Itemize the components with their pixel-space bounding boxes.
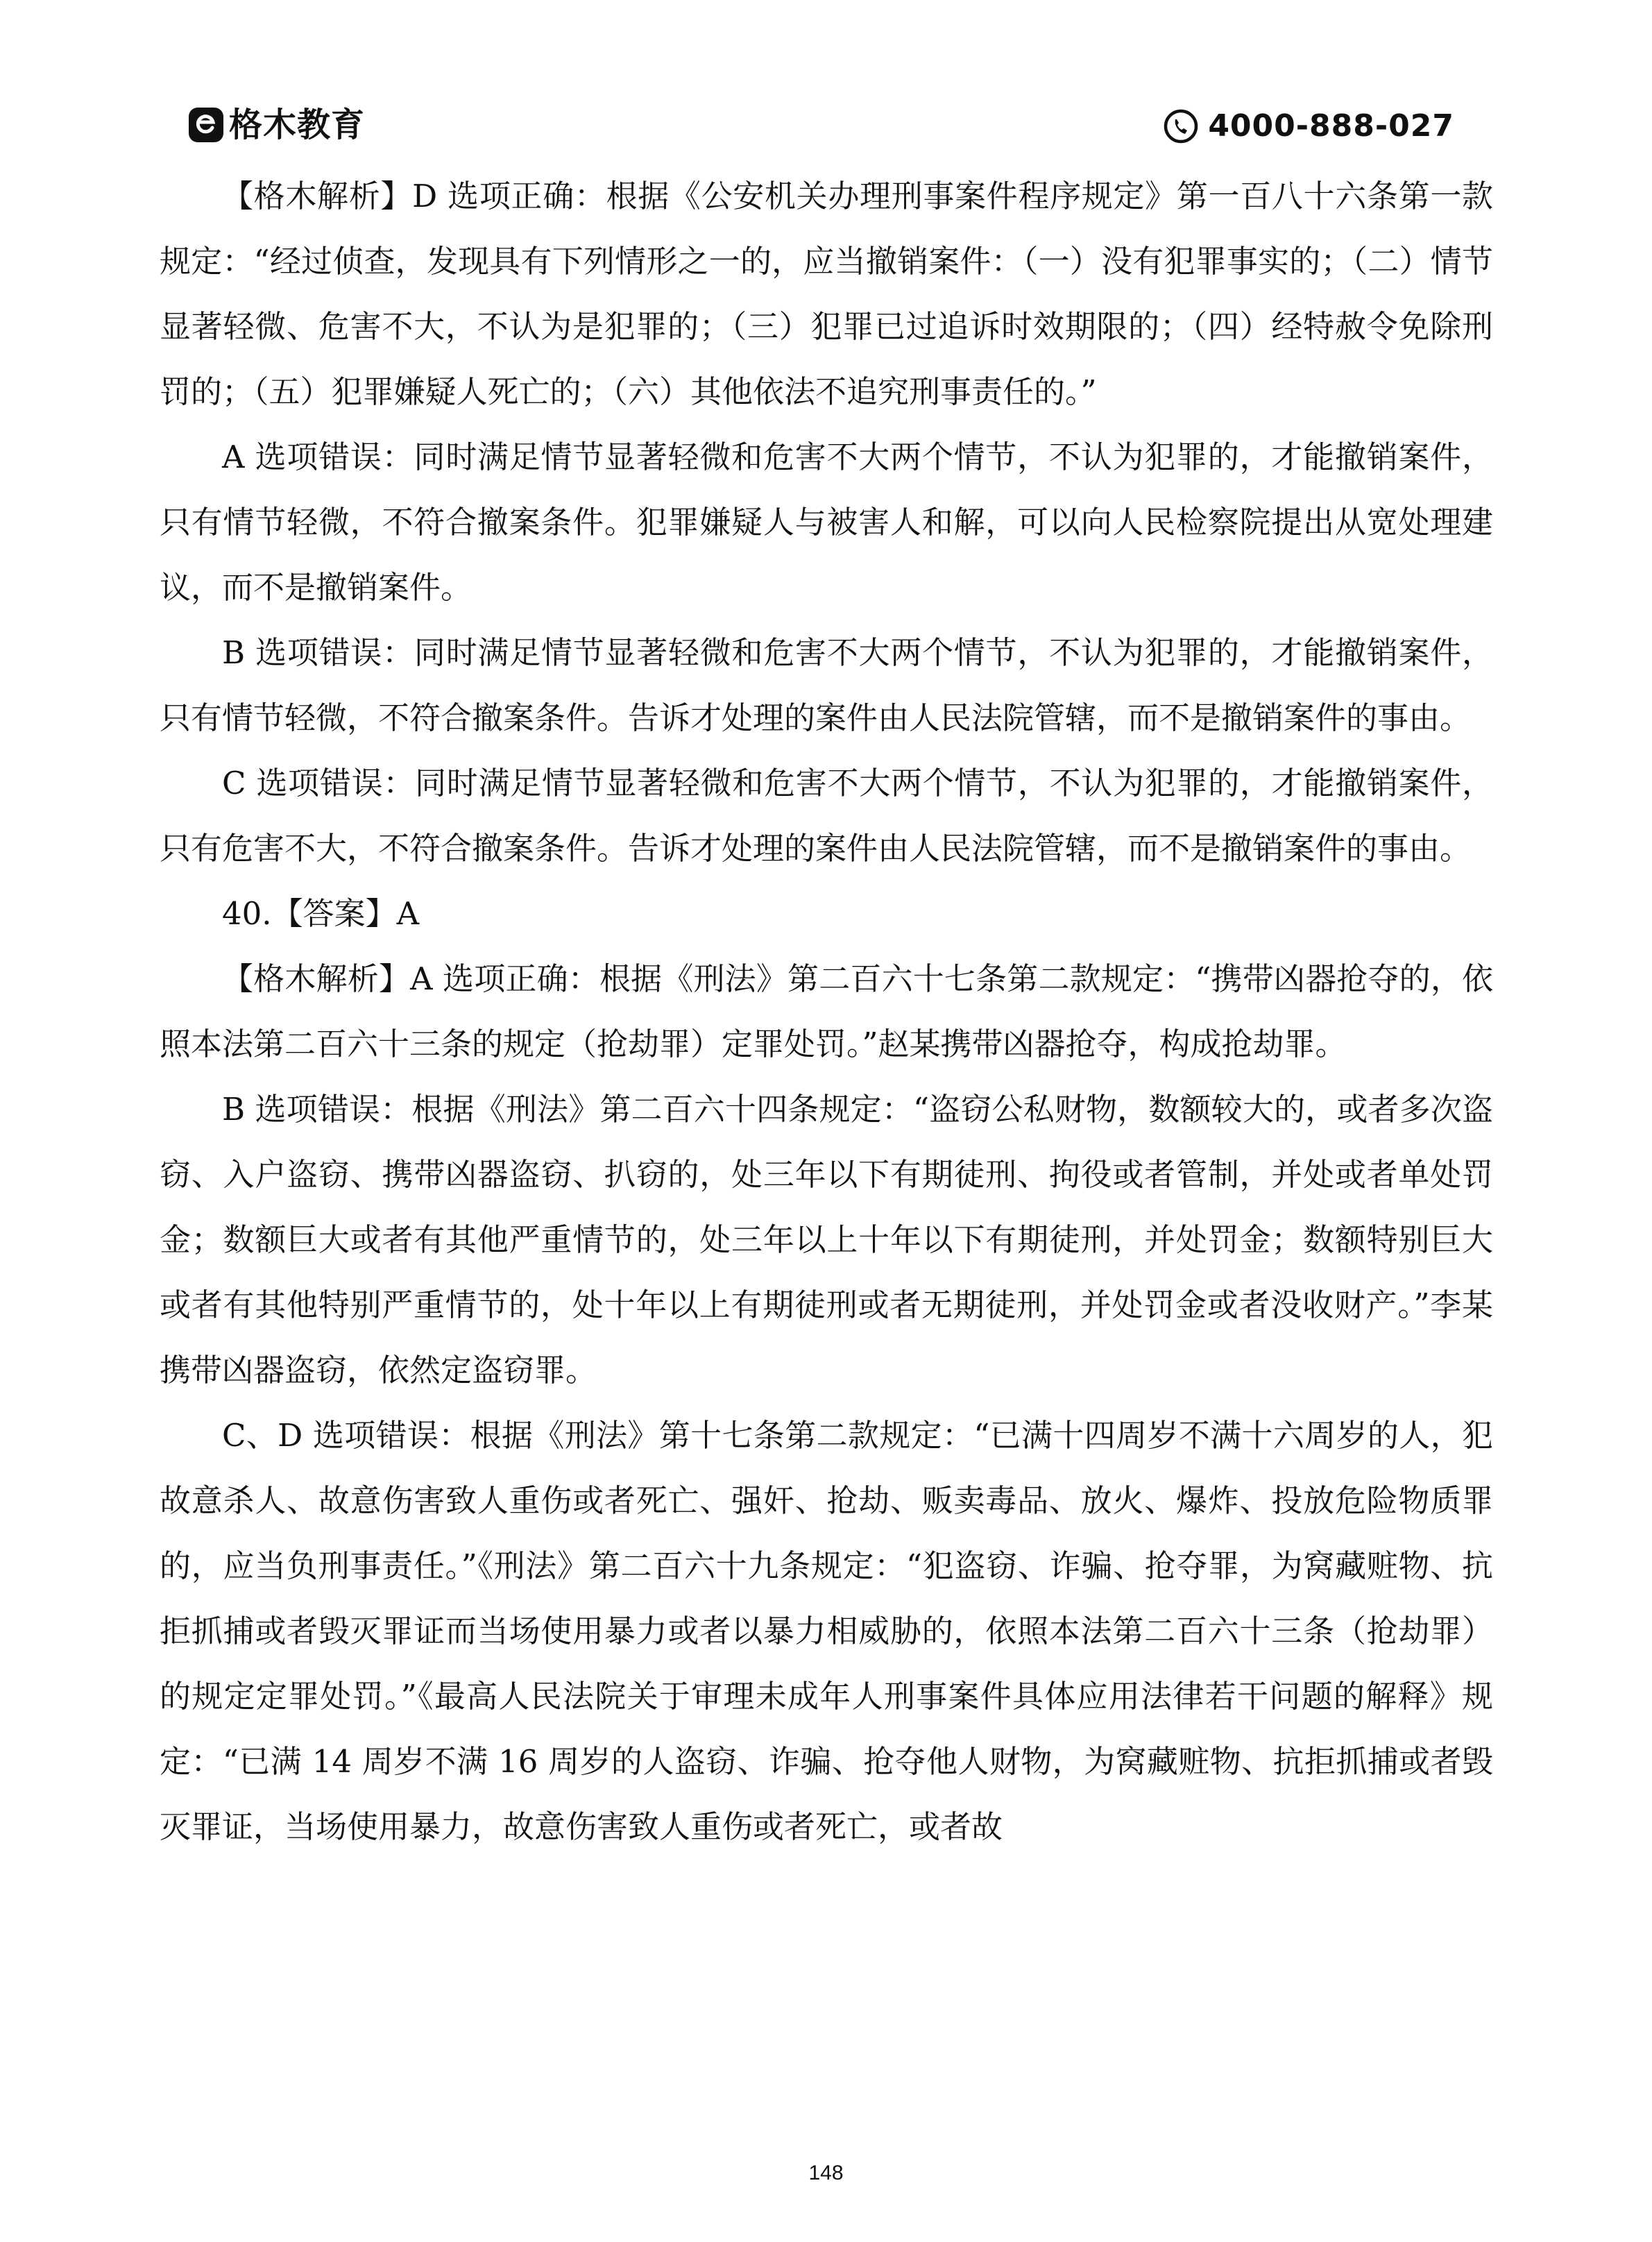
paragraph-b-wrong: B 选项错误：同时满足情节显著轻微和危害不大两个情节，不认为犯罪的，才能撤销案件，只有情节轻微，不符合撤案条件。告诉才处理的案件由人民法院管辖，而不是撤销案件的事由。 [160,634,1493,736]
paragraph-c-wrong: C 选项错误：同时满足情节显著轻微和危害不大两个情节，不认为犯罪的，才能撤销案件，只有危害不大，不符合撤案条件。告诉才处理的案件由人民法院管辖，而不是撤销案件的事由。 [160,765,1493,867]
paragraph-a-correct-analysis: 【格木解析】A 选项正确：根据《刑法》第二百六十七条第二款规定：“携带凶器抢夺的，依照本法第二百六十三条的规定（抢劫罪）定罪处罚。”赵某携带凶器抢夺，构成抢劫罪。 [160,960,1493,1062]
hotline [1162,105,1454,147]
paragraph-cd-wrong: C、D 选项错误：根据《刑法》第十七条第二款规定：“已满十四周岁不满十六周岁的人，犯故意杀人、故意伤害致人重伤或者死亡、强奸、抢劫、贩卖毒品、放火、爆炸、投放危险物质罪的，应当负刑事责任。”《刑法》第二百六十九条规定：“犯盗窃、诈骗、抢夺罪，为窝藏赃物、抗拒抓捕或者毁灭罪证而当场使用暴力或者以暴力相威胁的，依照本法第二百六十三条（抢劫罪）的规定定罪处罚。”《最高人民法院关于审理未成年人刑事案件具体应用法律若干问题的解释》规定：“已满 14 周岁不满 16 周岁的人盗窃、诈骗、抢夺他人财物，为窝藏赃物、抗拒抓捕或者毁灭罪证，当场使用暴力，故意伤害致人重伤或者死亡，或者故 [160,1417,1493,1845]
phone-number: 4000-888-027 [1208,108,1454,144]
brand-logo-icon [189,108,223,142]
document-body [160,164,1493,1860]
brand-name: 格木教育 [229,105,366,144]
paragraph-d-correct-analysis: 【格木解析】D 选项正确：根据《公安机关办理刑事案件程序规定》第一百八十六条第一款规定：“经过侦查，发现具有下列情形之一的，应当撤销案件：（一）没有犯罪事实的；（二）情节显著轻微、危害不大，不认为是犯罪的；（三）犯罪已过追诉时效期限的；（四）经特赦令免除刑罚的；（五）犯罪嫌疑人死亡的；（六）其他依法不追究刑事责任的。” [160,178,1493,410]
page-number: 148 [808,2162,844,2184]
answer-40: 40.【答案】A [222,895,420,932]
paragraph-a-wrong: A 选项错误：同时满足情节显著轻微和危害不大两个情节，不认为犯罪的，才能撤销案件，只有情节轻微，不符合撤案条件。犯罪嫌疑人与被害人和解，可以向人民检察院提出从宽处理建议，而不是撤销案件。 [160,439,1493,606]
page-header [0,0,1652,180]
phone-icon [1162,108,1200,145]
brand-logo [189,104,365,146]
paragraph-b-wrong-2: B 选项错误：根据《刑法》第二百六十四条规定：“盗窃公私财物，数额较大的，或者多次盗窃、入户盗窃、携带凶器盗窃、扒窃的，处三年以下有期徒刑、拘役或者管制，并处或者单处罚金；数额巨大或者有其他严重情节的，处三年以上十年以下有期徒刑，并处罚金；数额特别巨大或者有其他特别严重情节的，处十年以上有期徒刑或者无期徒刑，并处罚金或者没收财产。”李某携带凶器盗窃，依然定盗窃罪。 [160,1091,1493,1388]
